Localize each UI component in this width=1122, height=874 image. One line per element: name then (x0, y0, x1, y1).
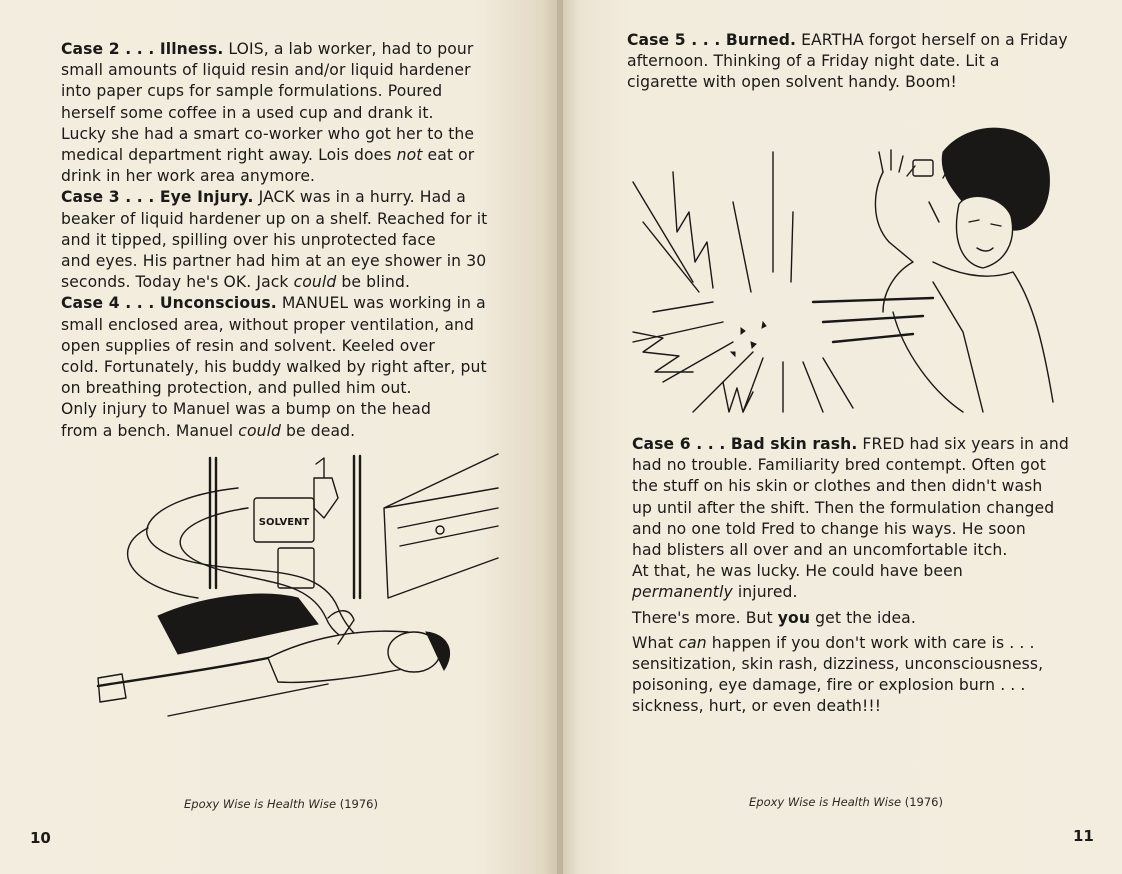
case-6-paragraph: Case 6 . . . Bad skin rash. FRED had six years in and had no trouble. Familiarity bred contempt. Often got the stuff on his skin or clothes and then didn't wash up until after the shift. Then the formulation changed and no one told Fred to change his ways. He soon had blisters all over and an uncomfortable itch. At that, he was lucky. He could have been permanently injured. (632, 435, 1069, 602)
blast-streaks (813, 298, 933, 342)
floor-line (168, 684, 328, 716)
flying-cigarette (929, 202, 939, 222)
summary-paragraph: What can happen if you don't work with care is . . . sensitization, skin rash, dizziness, unconsciousness, poisoning, eye damage, fire or explosion burn . . . sickness, hurt, or even death!!! (632, 633, 1044, 716)
left-text-column (61, 39, 521, 442)
worker-torso (158, 594, 318, 654)
case-2-paragraph: Case 2 . . . Illness. LOIS, a lab worker, had to pour small amounts of liquid resin and/or liquid hardener into paper cups for sample formulations. Poured herself some coffee in a used cup and drank it. Lucky she had a smart co-worker who got her to the medical department right away. Lois does not eat or drink in her work area anymore. (61, 40, 475, 186)
case-4-heading: Case 4 . . . Unconscious. (61, 294, 277, 313)
worker-boot (98, 674, 126, 702)
case-3-heading: Case 3 . . . Eye Injury. (61, 188, 254, 207)
flying-lighter (913, 160, 933, 176)
page-11 (563, 0, 1122, 874)
explosion-zigzag-1 (673, 172, 713, 288)
beaker (314, 458, 338, 518)
explosion-rays (633, 152, 853, 412)
page-number-right: 11 (1073, 827, 1094, 845)
case-3-paragraph: Case 3 . . . Eye Injury. JACK was in a hurry. Had a beaker of liquid hardener up on a shelf. Reached for it and it tipped, spilling over his unprotected face and eyes. His partner had him at an eye shower in 30 seconds. Today he's OK. Jack could be blind. (61, 188, 488, 292)
svg-text:SOLVENT: SOLVENT (258, 517, 310, 528)
woman-face (956, 196, 1012, 268)
unconscious-worker-illustration (88, 448, 508, 718)
explosion-burn-illustration (633, 112, 1063, 422)
drawer-knob (436, 526, 444, 534)
woman-body (893, 262, 1053, 412)
left-footer: Epoxy Wise is Health Wise (1976) (184, 797, 378, 811)
case-5-heading: Case 5 . . . Burned. (627, 31, 797, 49)
page-10 (0, 0, 559, 874)
more-paragraph: There's more. But you get the idea. (632, 608, 916, 627)
solvent-can-small (278, 548, 314, 588)
case-4-paragraph: Case 4 . . . Unconscious. MANUEL was working in a small enclosed area, without proper ventilation, and open supplies of resin and solvent. Keeled over cold. Fortunately, his buddy walked by right after, put on breathing protection, and pulled him out. Only injury to Manuel was a bump on the head from a bench. Manuel could be dead. (61, 294, 487, 440)
right-footer: Epoxy Wise is Health Wise (1976) (749, 795, 943, 809)
woman-raised-hand (875, 172, 913, 312)
page-number-left: 10 (30, 829, 51, 847)
case-6-heading: Case 6 . . . Bad skin rash. (632, 435, 858, 453)
right-text-column (632, 434, 1102, 718)
case-2-heading: Case 2 . . . Illness. (61, 40, 224, 58)
explosion-zigzag-2 (633, 332, 693, 372)
fume-swirl-3 (128, 528, 198, 598)
case-5-paragraph: Case 5 . . . Burned. EARTHA forgot herself on a Friday afternoon. Thinking of a Friday night date. Lit a cigarette with open solvent handy. Boom! (627, 31, 1068, 92)
woman-fingers (879, 150, 915, 176)
sparks (731, 322, 766, 356)
